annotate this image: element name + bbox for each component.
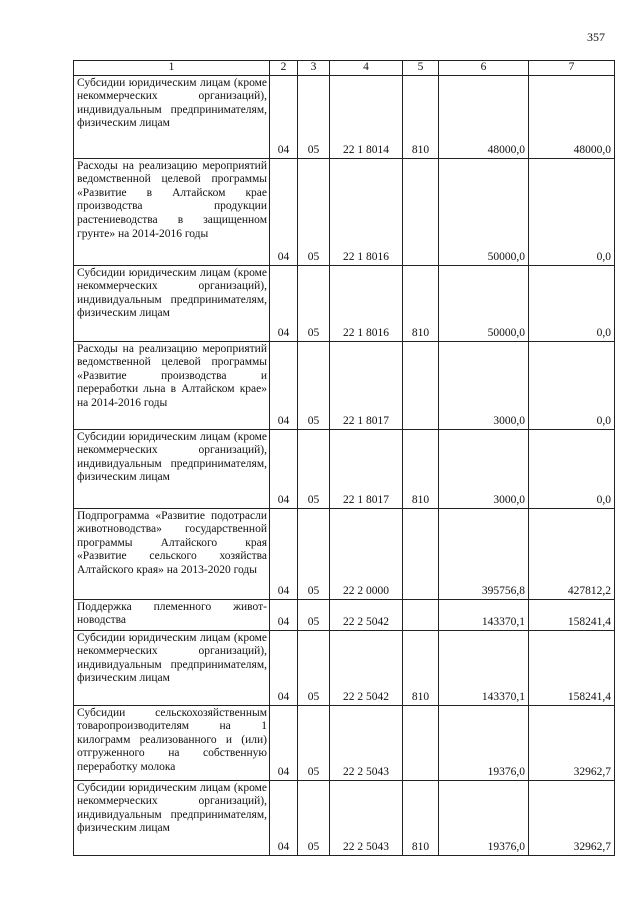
row-expense-type	[403, 599, 439, 630]
row-amount-year-1: 143370,1	[439, 630, 529, 705]
row-subsection: 05	[298, 508, 330, 599]
row-amount-year-2: 158241,4	[529, 630, 615, 705]
row-amount-year-1: 3000,0	[439, 429, 529, 508]
row-amount-year-2: 32962,7	[529, 780, 615, 855]
row-section: 04	[270, 630, 298, 705]
row-amount-year-1: 48000,0	[439, 75, 529, 158]
table-row	[74, 75, 615, 158]
row-target-article: 22 1 8017	[330, 341, 403, 429]
row-target-article: 22 2 5043	[330, 705, 403, 780]
row-target-article: 22 2 5043	[330, 780, 403, 855]
row-amount-year-1: 50000,0	[439, 158, 529, 265]
row-amount-year-1: 50000,0	[439, 265, 529, 341]
table-row	[74, 158, 615, 265]
table-row	[74, 508, 615, 599]
row-subsection: 05	[298, 158, 330, 265]
row-section: 04	[270, 599, 298, 630]
row-target-article: 22 2 5042	[330, 599, 403, 630]
row-amount-year-1: 3000,0	[439, 341, 529, 429]
row-amount-year-2: 0,0	[529, 265, 615, 341]
table-header-row	[74, 61, 615, 76]
row-section: 04	[270, 780, 298, 855]
row-subsection: 05	[298, 75, 330, 158]
row-target-article: 22 1 8017	[330, 429, 403, 508]
row-subsection: 05	[298, 630, 330, 705]
row-section: 04	[270, 341, 298, 429]
row-subsection: 05	[298, 780, 330, 855]
row-section: 04	[270, 265, 298, 341]
row-subsection: 05	[298, 705, 330, 780]
row-amount-year-2: 32962,7	[529, 705, 615, 780]
row-amount-year-2: 0,0	[529, 429, 615, 508]
row-target-article: 22 2 0000	[330, 508, 403, 599]
row-expense-type: 810	[403, 75, 439, 158]
row-description: Субсидии юридическим лицам (кроме некоммерческих организаций), индивидуальным предпринимателям, физическим лицам	[74, 780, 270, 855]
row-amount-year-1: 19376,0	[439, 780, 529, 855]
header-col-1: 1	[74, 61, 270, 76]
row-amount-year-2: 158241,4	[529, 599, 615, 630]
row-description: Субсидии юридическим лицам (кроме некоммерческих организаций), индивидуальным предпринимателям, физическим лицам	[74, 265, 270, 341]
row-amount-year-1: 143370,1	[439, 599, 529, 630]
row-amount-year-2: 48000,0	[529, 75, 615, 158]
table-row	[74, 341, 615, 429]
table-row	[74, 429, 615, 508]
row-section: 04	[270, 508, 298, 599]
row-section: 04	[270, 705, 298, 780]
row-expense-type: 810	[403, 630, 439, 705]
row-description: Расходы на реализацию мероприятий ведомственной целевой программы «Развитие в Алтайском крае производства продукции растениеводства в защищенном грунте» на 2014-2016 годы	[74, 158, 270, 265]
row-amount-year-2: 0,0	[529, 158, 615, 265]
header-col-5: 5	[403, 61, 439, 76]
header-col-6: 6	[439, 61, 529, 76]
row-subsection: 05	[298, 341, 330, 429]
row-description: Расходы на реализацию мероприятий ведомственной целевой программы «Развитие производства и переработки льна в Алтайском крае» на 2014-2016 годы	[74, 341, 270, 429]
row-target-article: 22 2 5042	[330, 630, 403, 705]
page-number: 357	[587, 30, 605, 44]
row-expense-type: 810	[403, 429, 439, 508]
row-target-article: 22 1 8016	[330, 265, 403, 341]
row-description: Субсидии юридическим лицам (кроме некоммерческих организаций), индивидуальным предпринимателям, физическим лицам	[74, 630, 270, 705]
row-section: 04	[270, 75, 298, 158]
header-col-3: 3	[298, 61, 330, 76]
row-subsection: 05	[298, 265, 330, 341]
row-description: Субсидии юридическим лицам (кроме некоммерческих организаций), индивидуальным предпринимателям, физическим лицам	[74, 75, 270, 158]
table-row	[74, 705, 615, 780]
row-amount-year-2: 427812,2	[529, 508, 615, 599]
row-amount-year-1: 19376,0	[439, 705, 529, 780]
row-section: 04	[270, 429, 298, 508]
row-expense-type: 810	[403, 780, 439, 855]
row-expense-type	[403, 705, 439, 780]
table-row	[74, 265, 615, 341]
row-description: Субсидии сельскохозяйственным товаропроизводителям на 1 килограмм реализованного и (или) отгруженного на собственную переработку молока	[74, 705, 270, 780]
row-expense-type	[403, 341, 439, 429]
budget-table	[73, 60, 615, 856]
table-row	[74, 630, 615, 705]
row-amount-year-1: 395756,8	[439, 508, 529, 599]
header-col-4: 4	[330, 61, 403, 76]
row-amount-year-2: 0,0	[529, 341, 615, 429]
row-target-article: 22 1 8014	[330, 75, 403, 158]
row-section: 04	[270, 158, 298, 265]
header-col-7: 7	[529, 61, 615, 76]
table-row	[74, 780, 615, 855]
row-target-article: 22 1 8016	[330, 158, 403, 265]
row-description: Подпрограмма «Развитие подотрасли животноводства» государственной программы Алтайского края «Развитие сельского хозяйства Алтайского края» на 2013-2020 годы	[74, 508, 270, 599]
row-subsection: 05	[298, 429, 330, 508]
row-expense-type	[403, 508, 439, 599]
row-description: Субсидии юридическим лицам (кроме некоммерческих организаций), индивидуальным предпринимателям, физическим лицам	[74, 429, 270, 508]
table-row	[74, 599, 615, 630]
row-description: Поддержка племенного животноводства	[74, 599, 270, 630]
row-expense-type: 810	[403, 265, 439, 341]
header-col-2: 2	[270, 61, 298, 76]
row-expense-type	[403, 158, 439, 265]
row-subsection: 05	[298, 599, 330, 630]
